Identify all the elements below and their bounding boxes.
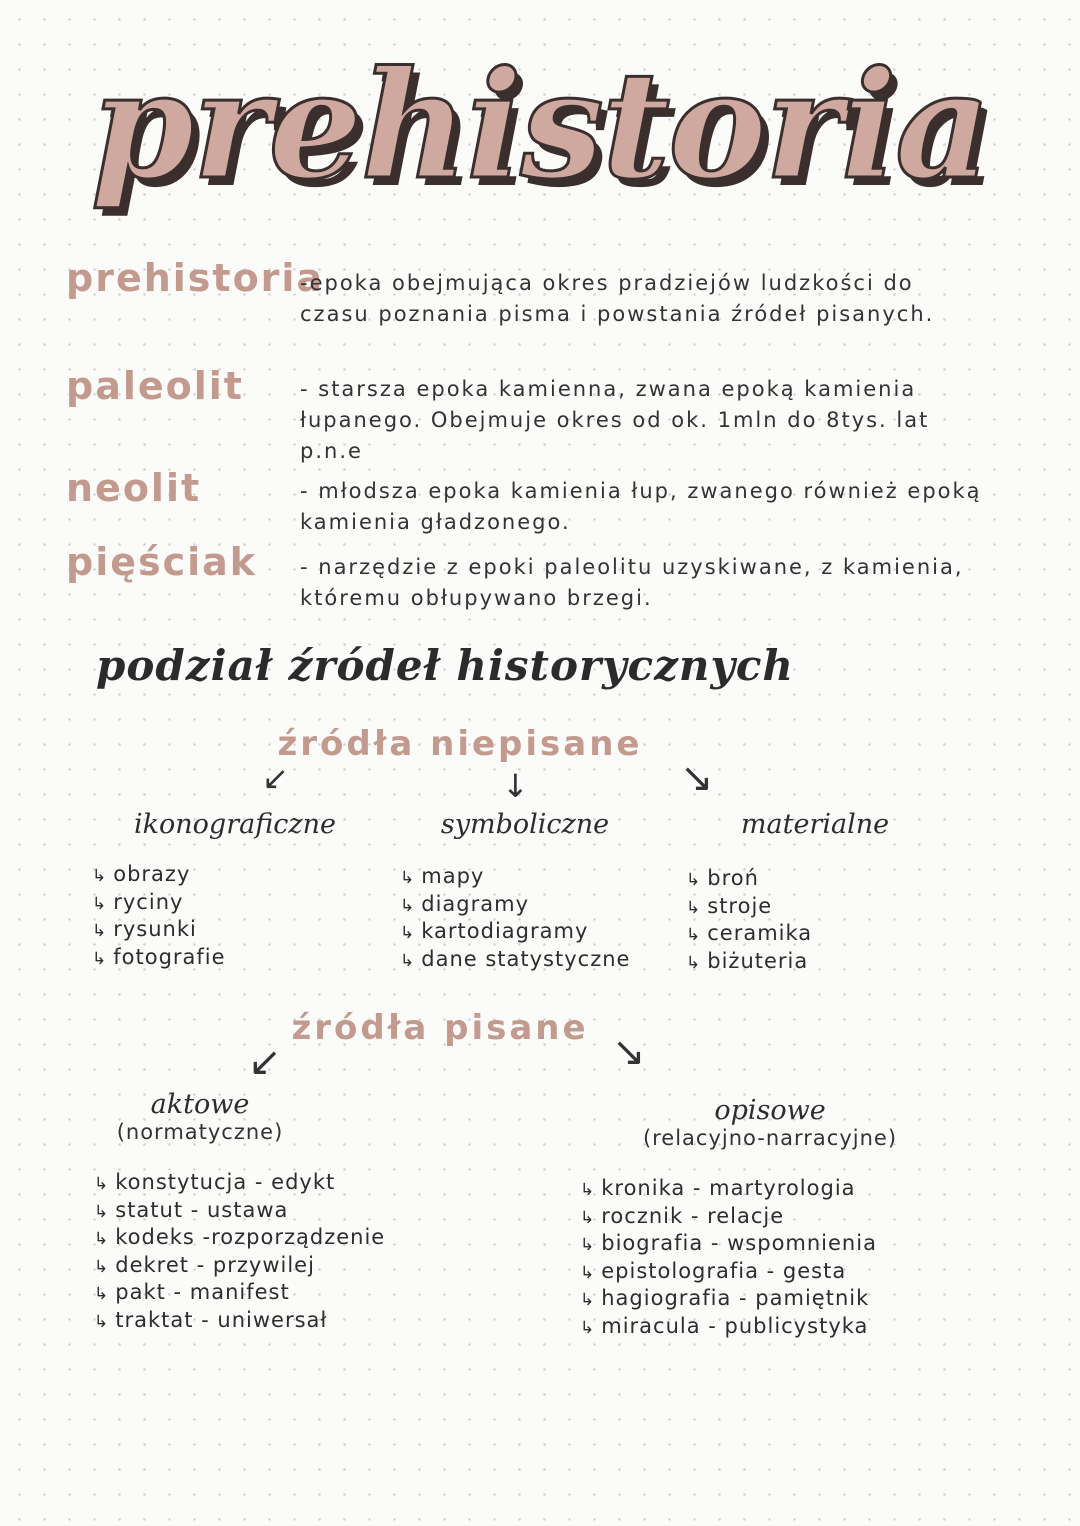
bullet-arrow-icon: ↳ bbox=[686, 897, 702, 918]
bullet-arrow-icon: ↳ bbox=[94, 1284, 110, 1304]
list-item: ↳ statut - ustawa bbox=[94, 1197, 289, 1222]
arrow-down-left-icon: ↙ bbox=[262, 759, 289, 797]
list-opisowe bbox=[580, 1176, 877, 1341]
list-item: ↳ dekret - przywilej bbox=[94, 1252, 315, 1277]
bullet-arrow-icon: ↳ bbox=[94, 1229, 110, 1249]
bullet-arrow-icon: ↳ bbox=[580, 1235, 596, 1255]
page-title: prehistoria bbox=[91, 38, 989, 212]
bullet-arrow-icon: ↳ bbox=[92, 893, 108, 914]
bullet-arrow-icon: ↳ bbox=[94, 1174, 110, 1194]
list-item: ↳ diagramy bbox=[400, 891, 529, 916]
list-item: ↳ biżuteria bbox=[686, 948, 809, 973]
term-neolit: neolit bbox=[66, 466, 202, 510]
list-item: ↳ dane statystyczne bbox=[400, 946, 631, 971]
definition-paleolit: - starsza epoka kamienna, zwana epoką kamienia łupanego. Obejmuje okres od ok. 1mln do 8tys. lat p.n.e bbox=[300, 377, 930, 463]
list-item: ↳ traktat - uniwersał bbox=[94, 1307, 328, 1332]
bullet-arrow-icon: ↳ bbox=[686, 870, 702, 890]
bullet-arrow-icon: ↳ bbox=[92, 866, 108, 886]
list-ikonograficzne bbox=[92, 862, 226, 972]
bullet-arrow-icon: ↳ bbox=[400, 950, 416, 971]
list-item: ↳ fotografie bbox=[92, 944, 226, 969]
list-item: ↳ broń bbox=[686, 866, 759, 890]
list-aktowe bbox=[94, 1170, 385, 1335]
list-item: ↳ rysunki bbox=[92, 917, 197, 941]
bullet-arrow-icon: ↳ bbox=[686, 925, 702, 945]
list-item: ↳ kartodiagramy bbox=[400, 919, 589, 943]
term-paleolit: paleolit bbox=[66, 364, 244, 408]
list-item: ↳ obrazy bbox=[92, 862, 191, 886]
column-heading-symboliczne: symboliczne bbox=[440, 809, 610, 840]
bullet-arrow-icon: ↳ bbox=[400, 868, 416, 888]
list-item: ↳ kronika - martyrologia bbox=[580, 1176, 856, 1200]
column-heading-aktowe: aktowe bbox=[150, 1089, 250, 1120]
bullet-arrow-icon: ↳ bbox=[400, 923, 416, 943]
list-materialne bbox=[686, 866, 812, 976]
column-heading-materialne: materialne bbox=[740, 809, 890, 840]
list-item: ↳ biografia - wspomnienia bbox=[580, 1231, 877, 1255]
bullet-arrow-icon: ↳ bbox=[94, 1201, 110, 1222]
list-item: ↳ epistolografia - gesta bbox=[580, 1258, 847, 1283]
list-item: ↳ konstytucja - edykt bbox=[94, 1170, 336, 1194]
list-item: ↳ hagiografia - pamiętnik bbox=[580, 1286, 870, 1310]
bullet-arrow-icon: ↳ bbox=[94, 1311, 110, 1332]
column-heading-opisowe: opisowe bbox=[714, 1095, 826, 1126]
list-item: ↳ ryciny bbox=[92, 889, 184, 914]
bullet-arrow-icon: ↳ bbox=[92, 921, 108, 941]
unwritten-sources-title: źródła niepisane bbox=[277, 724, 643, 764]
column-subtitle-aktowe: (normatyczne) bbox=[116, 1120, 284, 1144]
list-item: ↳ mapy bbox=[400, 864, 485, 888]
bullet-arrow-icon: ↳ bbox=[580, 1317, 596, 1338]
arrow-down-icon: ↓ bbox=[502, 767, 529, 805]
column-subtitle-opisowe: (relacyjno-narracyjne) bbox=[642, 1126, 898, 1150]
term-piesciak: pięściak bbox=[66, 540, 258, 584]
definition-prehistoria: -epoka obejmująca okres pradziejów ludzkości do czasu poznania pisma i powstania źródeł pisanych. bbox=[300, 271, 935, 326]
arrow-down-right-icon: ↘ bbox=[612, 1029, 646, 1075]
section-title: podział źródeł historycznych bbox=[96, 641, 794, 690]
bullet-arrow-icon: ↳ bbox=[92, 948, 108, 969]
term-prehistoria: prehistoria bbox=[66, 256, 325, 300]
list-item: ↳ kodeks -rozporządzenie bbox=[94, 1225, 386, 1249]
bullet-arrow-icon: ↳ bbox=[400, 895, 416, 916]
list-item: ↳ miracula - publicystyka bbox=[580, 1313, 869, 1338]
bullet-arrow-icon: ↳ bbox=[580, 1290, 596, 1310]
list-item: ↳ stroje bbox=[686, 893, 773, 918]
bullet-arrow-icon: ↳ bbox=[686, 952, 702, 973]
bullet-arrow-icon: ↳ bbox=[580, 1207, 596, 1228]
definition-neolit: - młodsza epoka kamienia łup, zwanego również epoką kamienia gładzonego. bbox=[300, 479, 982, 534]
bullet-arrow-icon: ↳ bbox=[94, 1256, 110, 1277]
bullet-arrow-icon: ↳ bbox=[580, 1262, 596, 1283]
list-item: ↳ pakt - manifest bbox=[94, 1280, 290, 1304]
bullet-arrow-icon: ↳ bbox=[580, 1180, 596, 1200]
definition-piesciak: - narzędzie z epoki paleolitu uzyskiwane, z kamienia, któremu obłupywano brzegi. bbox=[300, 555, 964, 610]
list-symboliczne bbox=[400, 864, 630, 974]
arrow-down-right-icon: ↘ bbox=[680, 755, 714, 801]
list-item: ↳ rocznik - relacje bbox=[580, 1203, 785, 1228]
arrow-down-left-icon: ↙ bbox=[248, 1039, 282, 1085]
written-sources-title: źródła pisane bbox=[291, 1008, 589, 1048]
list-item: ↳ ceramika bbox=[686, 921, 813, 945]
column-heading-ikonograficzne: ikonograficzne bbox=[134, 809, 336, 840]
